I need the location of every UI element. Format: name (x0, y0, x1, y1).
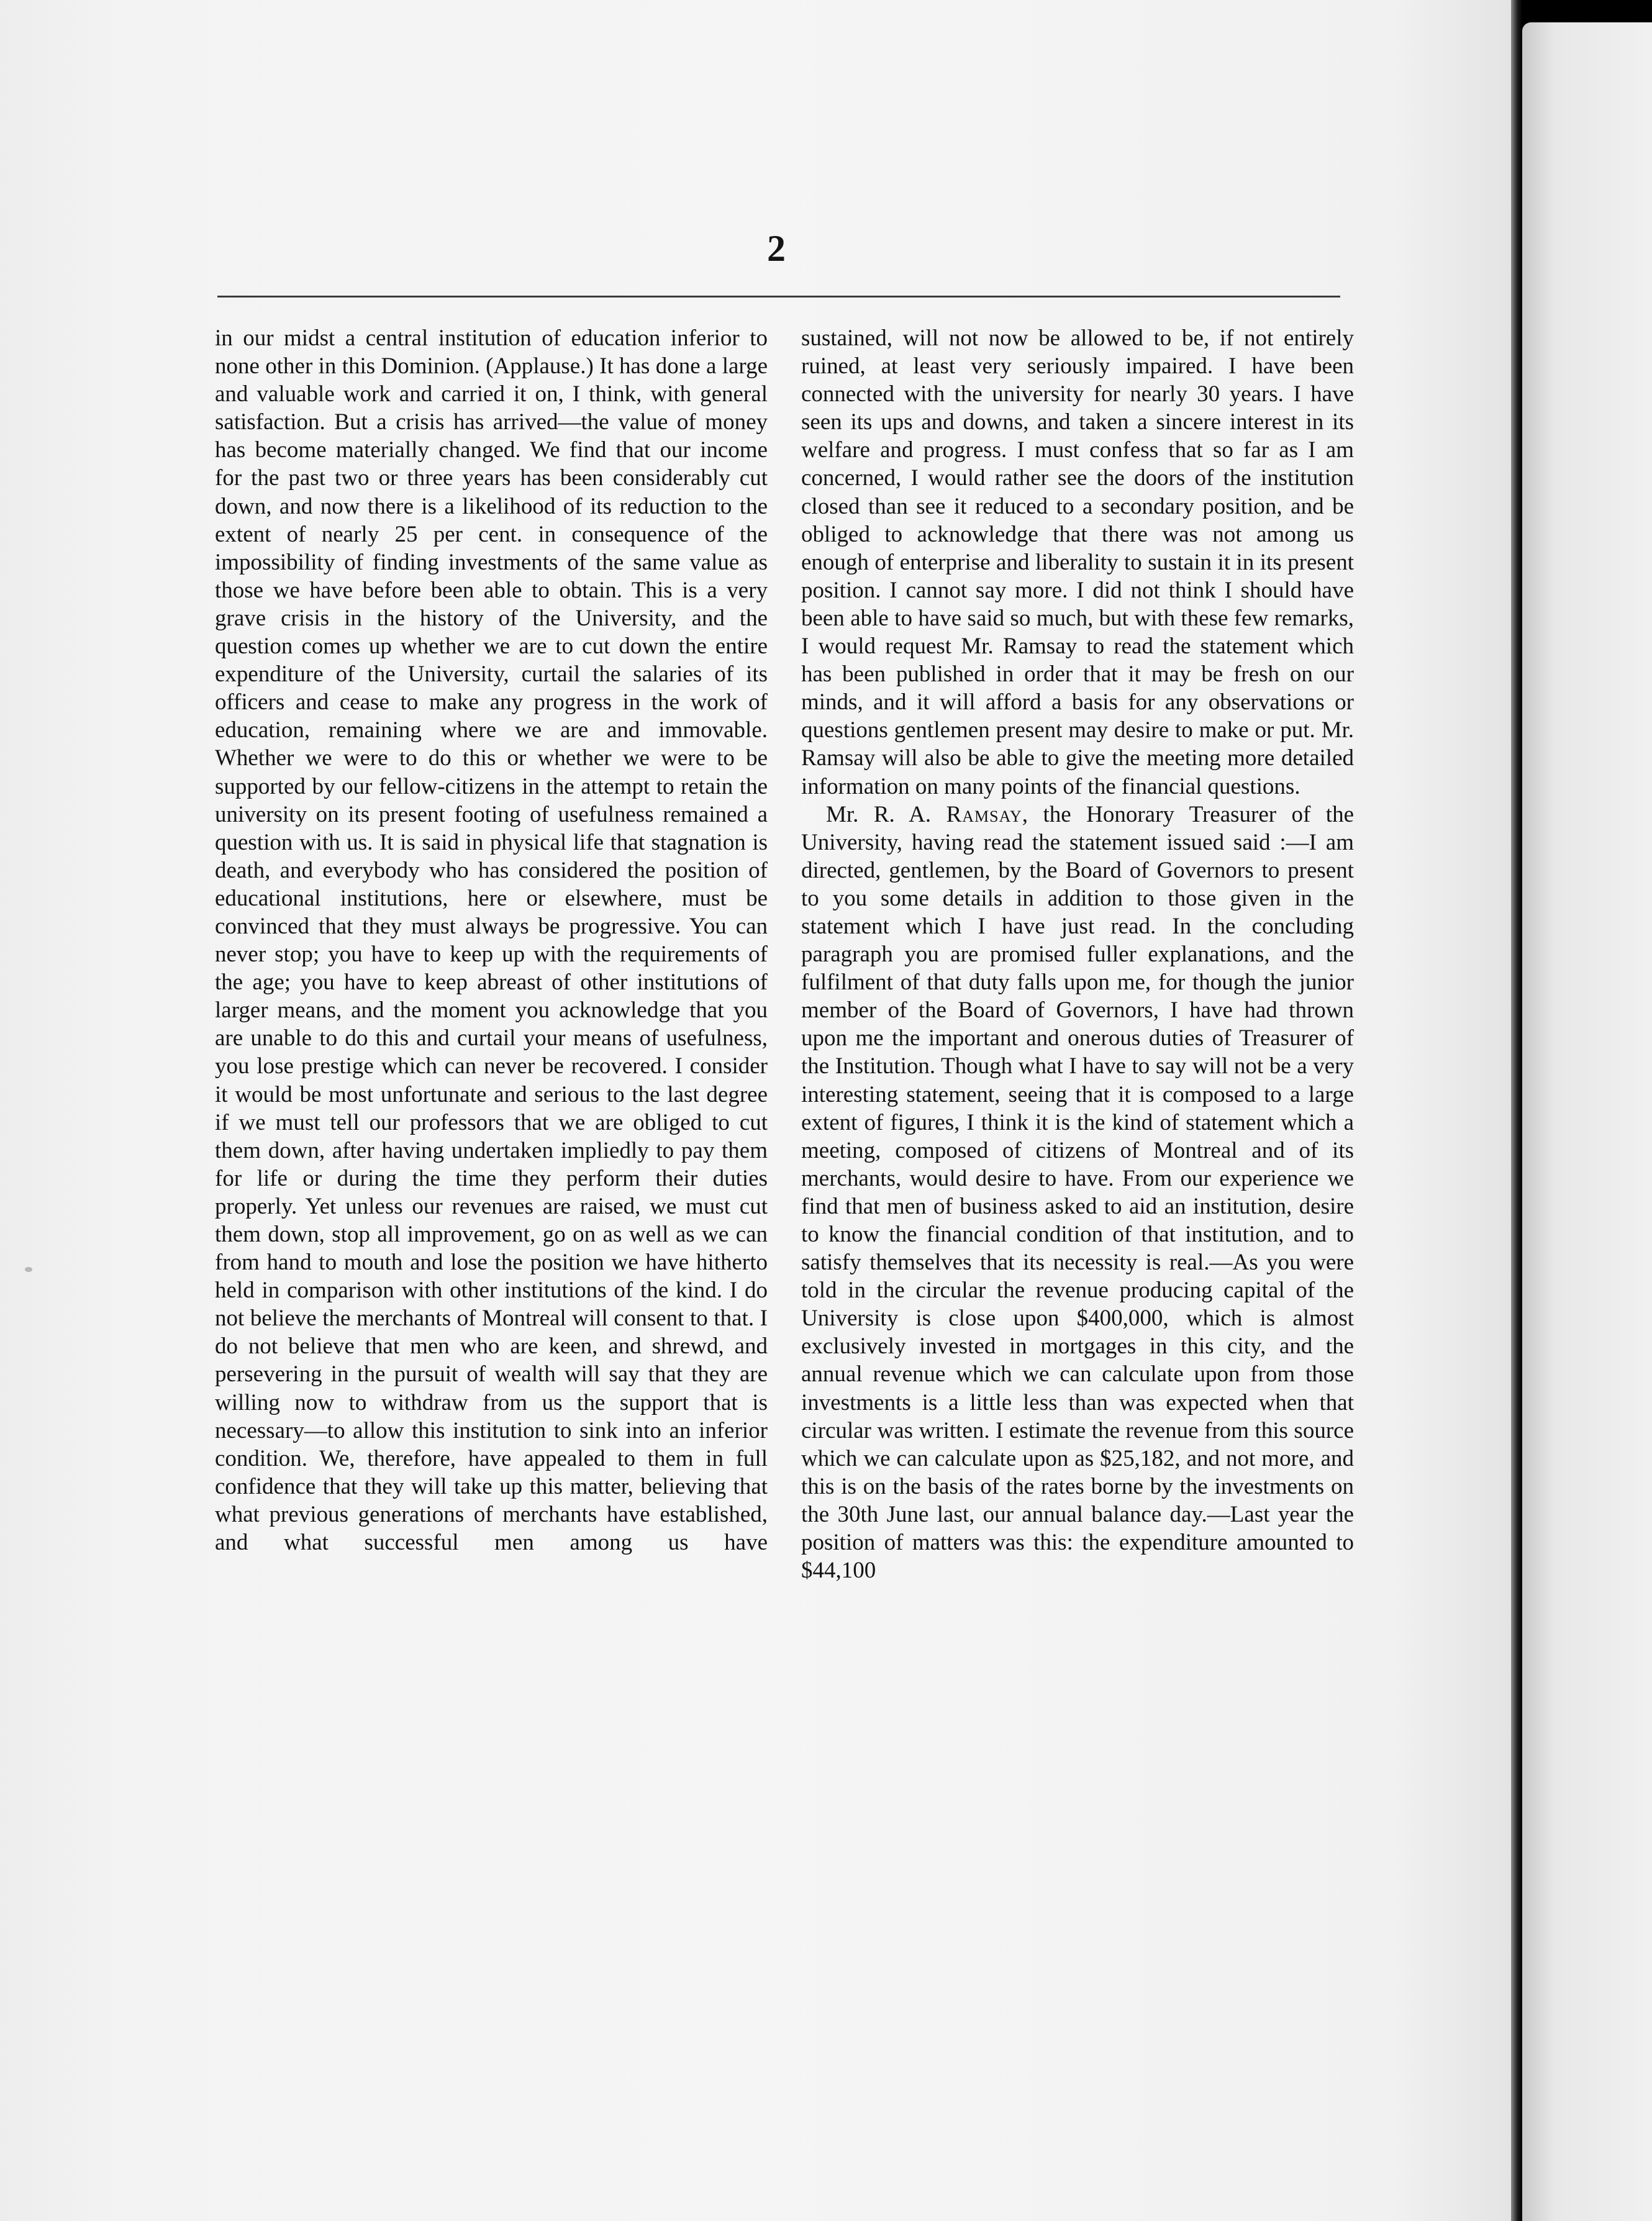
right-column-paragraph-2 (801, 801, 1354, 1585)
page-edge-shadow (1511, 0, 1522, 2221)
scan-speck (25, 1267, 32, 1272)
header-rule (217, 296, 1340, 297)
speaker-name: Ramsay (946, 801, 1022, 827)
speaker-prefix: Mr. R. A. (826, 801, 932, 827)
right-column-paragraph-1: sustained, will not now be allowed to be, if not entirely ruined, at least very seriously impaired. I have been connected with the university for nearly 30 years. I have seen its ups and downs, and taken a sincere interest in its welfare and progress. I must confess that so far as I am concerned, I would rather see the doors of the institution closed than see it reduced to a secondary position, and be obliged to acknowledge that there was not among us enough of enterprise and liberality to sustain it in its present position. I cannot say more. I did not think I should have been able to have said so much, but with these few remarks, I would request Mr. Ramsay to read the statement which has been published in order that it may be fresh on our minds, and it will afford a basis for any observations or questions gentlemen present may desire to make or put. Mr. Ramsay will also be able to give the meeting more detailed information on many points of the financial questions. (801, 325, 1354, 799)
right-column-paragraph-2-body: , the Honorary Treasurer of the University, having read the statement issued said :—I am directed, gentlemen, by the Board of Governors to present to you some details in addition to those given in the statement which I have just read. In the concluding paragraph you are promised fuller explanations, and the fulfilment of that duty falls upon me, for though the junior member of the Board of Governors, I have had thrown upon me the important and onerous duties of Treasurer of the Institution. Though what I have to say will not be a very interesting statement, seeing that it is composed to a large extent of figures, I think it is the kind of statement which a meeting, composed of citizens of Montreal and of its merchants, would desire to have. From our experience we find that men of business asked to aid an institution, desire to know the financial condition of that institution, and to satisfy themselves that its necessity is real.—As you were told in the circular the revenue producing capital of the University is close upon $400,000, which is almost exclusively invested in mortgages in this city, and the annual revenue which we can calculate upon from those investments is a little less than was expected when that circular was written. I estimate the revenue from this source which we can calculate upon as $25,182, and not more, and this is on the basis of the rates borne by the investments on the 30th June last, our annual balance day.—Last year the position of matters was this: the expenditure amounted to $44,100 (801, 801, 1354, 1584)
left-column-paragraph: in our midst a central institution of education inferior to none other in this Dominion. (Applause.) It has done a large and valuable work and carried it on, I think, with general satisfaction. But a crisis has arrived—the value of money has become materially changed. We find that our income for the past two or three years has been considerably cut down, and now there is a likelihood of its reduction to the extent of nearly 25 per cent. in consequence of the impossibility of finding investments of the same value as those we have before been able to obtain. This is a very grave crisis in the history of the University, and the question comes up whether we are to cut down the entire expenditure of the University, curtail the salaries of its officers and cease to make any progress in the work of education, remaining where we are and immovable. Whether we were to do this or whether we were to be supported by our fellow-citizens in the attempt to retain the university on its present footing of usefulness remained a question with us. It is said in physical life that stagnation is death, and everybody who has considered the position of educational institutions, here or elsewhere, must be convinced that they must always be progressive. You can never stop; you have to keep up with the requirements of the age; you have to keep abreast of other institutions of larger means, and the moment you acknowledge that you are unable to do this and curtail your means of usefulness, you lose prestige which can never be recovered. I consider it would be most unfortunate and serious to the last degree if we must tell our professors that we are obliged to cut them down, after having undertaken impliedly to pay them for life or during the time they perform their duties properly. Yet unless our revenues are raised, we must cut them down, stop all improvement, go on as well as we can from hand to mouth and lose the position we have hitherto held in comparison with other institutions of the kind. I do not believe the merchants of Montreal will consent to that. I do not believe that men who are keen, and shrewd, and persevering in the pursuit of wealth will say that they are willing now to withdraw from us the support that is necessary—to allow this institution to sink into an inferior condition. We, therefore, have appealed to them in full confidence that they will take up this matter, believing that what previous generations of merchants have established, and what successful men among us have (215, 325, 768, 1556)
scan-background (1522, 0, 1652, 22)
page-number: 2 (767, 228, 786, 269)
left-column (215, 324, 768, 1556)
adjacent-page-edge (1522, 22, 1652, 2221)
right-column (801, 324, 1354, 1584)
